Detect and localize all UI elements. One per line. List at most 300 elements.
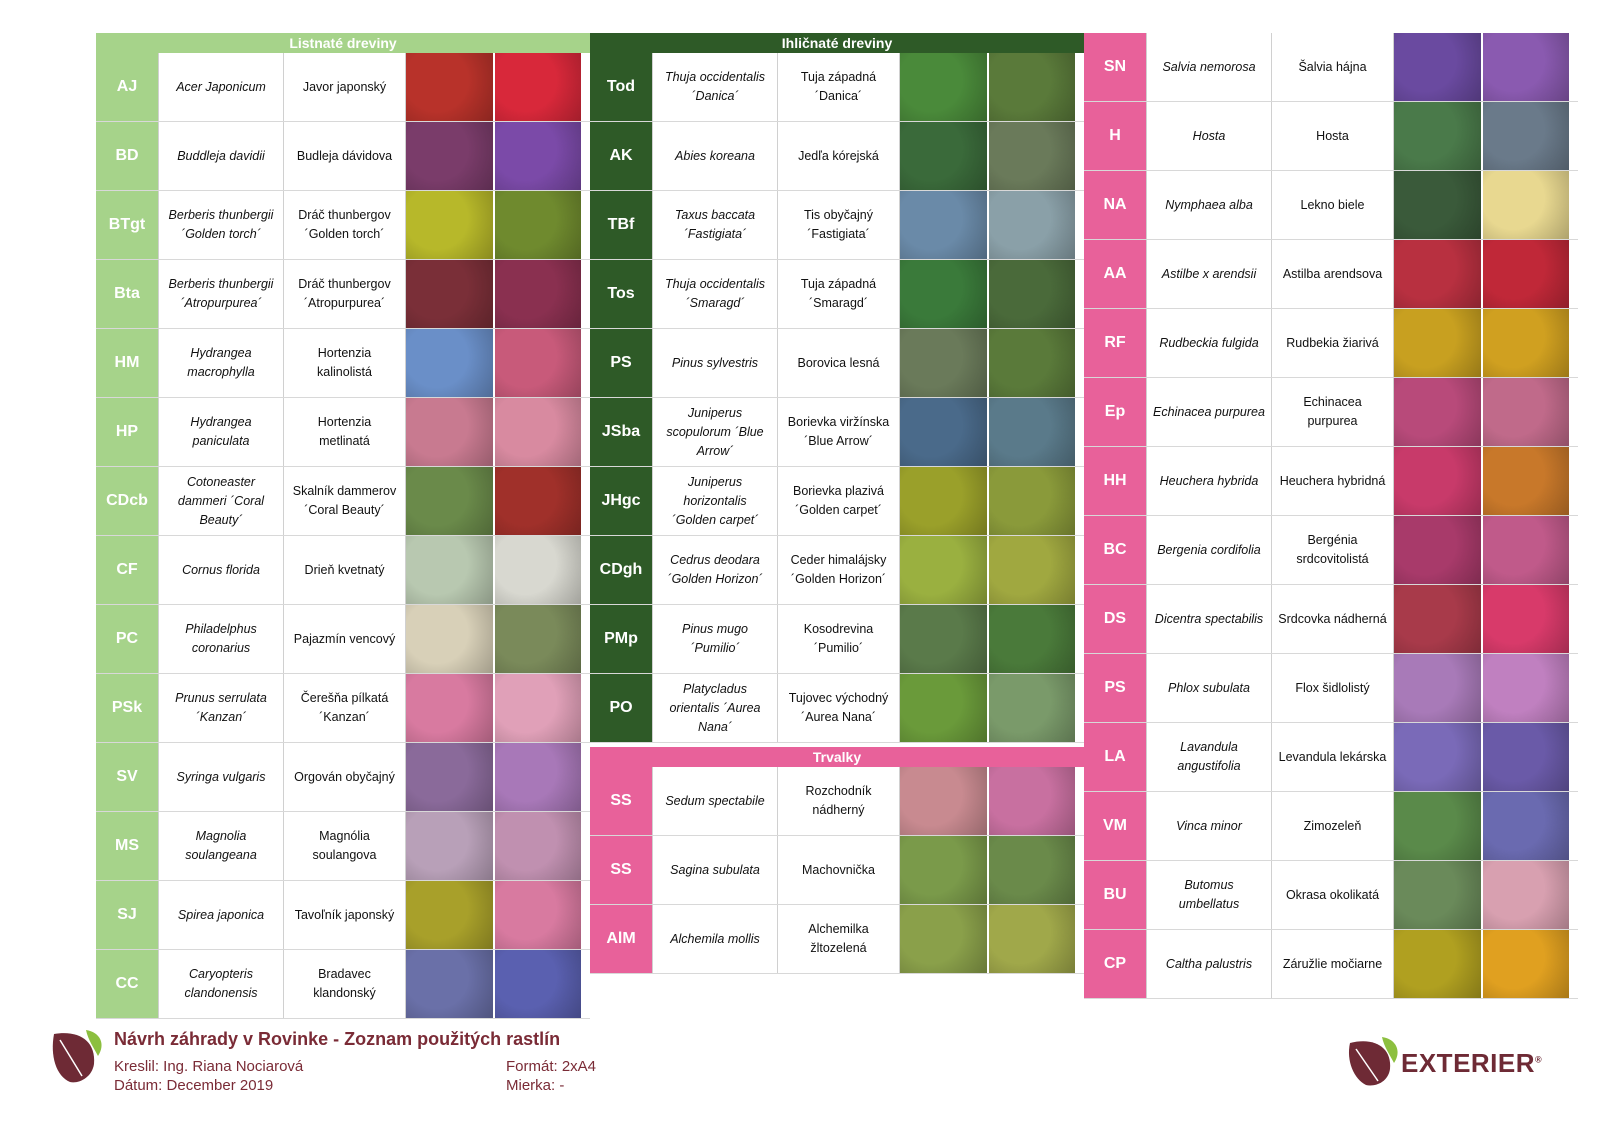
plant-photos — [1393, 654, 1569, 722]
latin-name: Buddleja davidii — [158, 122, 283, 190]
plant-photo — [1483, 240, 1570, 308]
plant-photos — [405, 812, 581, 880]
plant-photo — [900, 260, 989, 328]
plant-photo — [406, 812, 495, 880]
plant-photo — [900, 329, 989, 397]
plant-photo — [406, 605, 495, 673]
plant-row — [590, 260, 1084, 329]
latin-name: Juniperus horizontalis ´Golden carpet´ — [652, 467, 777, 535]
plant-row — [96, 260, 590, 329]
slovak-name: Borievka plazivá ´Golden carpet´ — [777, 467, 899, 535]
plant-code: SN — [1084, 33, 1146, 101]
slovak-name: Rozchodník nádherný — [777, 767, 899, 835]
latin-name: Phlox subulata — [1146, 654, 1271, 722]
plant-photo — [900, 53, 989, 121]
plant-code: PS — [1084, 654, 1146, 722]
brand-name — [1401, 1048, 1542, 1079]
perennials-right-rows — [1084, 33, 1578, 999]
latin-name: Acer Japonicum — [158, 53, 283, 121]
plant-code: HH — [1084, 447, 1146, 515]
slovak-name: Tis obyčajný ´Fastigiata´ — [777, 191, 899, 259]
plant-photo — [989, 122, 1076, 190]
plant-photos — [1393, 723, 1569, 791]
plant-photo — [900, 467, 989, 535]
slovak-name: Drieň kvetnatý — [283, 536, 405, 604]
slovak-name: Hortenzia kalinolistá — [283, 329, 405, 397]
slovak-name: Okrasa okolikatá — [1271, 861, 1393, 929]
plant-code: PS — [590, 329, 652, 397]
latin-name: Nymphaea alba — [1146, 171, 1271, 239]
plant-photo — [495, 53, 582, 121]
slovak-name: Machovnička — [777, 836, 899, 904]
leaf-logo-icon — [48, 1026, 106, 1088]
plant-row — [1084, 171, 1578, 240]
plant-code: HM — [96, 329, 158, 397]
plant-photo — [495, 467, 582, 535]
plant-row — [590, 122, 1084, 191]
plant-code: JSba — [590, 398, 652, 466]
plant-row — [590, 467, 1084, 536]
plant-photos — [899, 467, 1075, 535]
plant-photo — [900, 767, 989, 835]
plant-photos — [899, 674, 1075, 742]
plant-photo — [1483, 102, 1570, 170]
plant-photo — [1394, 240, 1483, 308]
slovak-name: Budleja dávidova — [283, 122, 405, 190]
plant-photo — [900, 905, 989, 973]
plant-photo — [406, 881, 495, 949]
plant-code: NA — [1084, 171, 1146, 239]
plant-code: AA — [1084, 240, 1146, 308]
latin-name: Taxus baccata ´Fastigiata´ — [652, 191, 777, 259]
plant-photo — [989, 605, 1076, 673]
slovak-name: Javor japonský — [283, 53, 405, 121]
footer-title: Návrh záhrady v Rovinke - Zoznam použitých rastlín — [114, 1029, 561, 1049]
plant-row — [96, 467, 590, 536]
plant-row — [1084, 861, 1578, 930]
plant-photos — [405, 122, 581, 190]
plant-photos — [899, 122, 1075, 190]
plant-code: PO — [590, 674, 652, 742]
plant-code: BC — [1084, 516, 1146, 584]
slovak-name: Borovica lesná — [777, 329, 899, 397]
plant-photo — [1483, 171, 1570, 239]
plant-photos — [405, 467, 581, 535]
plant-photo — [989, 53, 1076, 121]
plant-photo — [495, 536, 582, 604]
plant-photo — [1394, 171, 1483, 239]
scale: Mierka: - — [506, 1077, 565, 1094]
plant-photo — [1483, 447, 1570, 515]
latin-name: Juniperus scopulorum ´Blue Arrow´ — [652, 398, 777, 466]
plant-row — [96, 329, 590, 398]
plant-photos — [1393, 102, 1569, 170]
plant-code: CF — [96, 536, 158, 604]
slovak-name: Tuja západná ´Smaragd´ — [777, 260, 899, 328]
plant-photo — [900, 398, 989, 466]
slovak-name: Skalník dammerov ´Coral Beauty´ — [283, 467, 405, 535]
plant-row — [96, 536, 590, 605]
slovak-name: Flox šidlolistý — [1271, 654, 1393, 722]
plant-photo — [495, 329, 582, 397]
perennials-mid-rows — [590, 767, 1084, 974]
plant-row — [96, 398, 590, 467]
plant-photo — [1394, 723, 1483, 791]
slovak-name: Hortenzia metlinatá — [283, 398, 405, 466]
plant-photos — [899, 836, 1075, 904]
plant-photo — [1394, 378, 1483, 446]
perennials-right-section — [1084, 33, 1578, 999]
plant-photos — [899, 260, 1075, 328]
latin-name: Philadelphus coronarius — [158, 605, 283, 673]
plant-photo — [406, 536, 495, 604]
plant-code: BU — [1084, 861, 1146, 929]
latin-name: Berberis thunbergii ´Atropurpurea´ — [158, 260, 283, 328]
plant-photo — [406, 467, 495, 535]
plant-photo — [495, 950, 582, 1018]
latin-name: Dicentra spectabilis — [1146, 585, 1271, 653]
plant-code: AK — [590, 122, 652, 190]
plant-row — [96, 122, 590, 191]
plant-photos — [405, 329, 581, 397]
latin-name: Lavandula angustifolia — [1146, 723, 1271, 791]
slovak-name: Zimozeleň — [1271, 792, 1393, 860]
plant-photo — [406, 122, 495, 190]
plant-row — [590, 674, 1084, 743]
plant-row — [590, 191, 1084, 260]
plant-row — [1084, 585, 1578, 654]
plant-code: BTgt — [96, 191, 158, 259]
plant-photo — [1394, 102, 1483, 170]
plant-photo — [1394, 930, 1483, 998]
plant-row — [96, 881, 590, 950]
slovak-name: Bergénia srdcovitolistá — [1271, 516, 1393, 584]
plant-photo — [1394, 447, 1483, 515]
plant-photos — [899, 329, 1075, 397]
conifers-title: Ihličnaté dreviny — [590, 33, 1084, 53]
plant-row — [590, 329, 1084, 398]
latin-name: Heuchera hybrida — [1146, 447, 1271, 515]
plant-code: SS — [590, 836, 652, 904]
plant-code: CDgh — [590, 536, 652, 604]
plant-row — [590, 605, 1084, 674]
perennials-title: Trvalky — [590, 747, 1084, 767]
plant-photos — [899, 767, 1075, 835]
plant-photo — [1483, 33, 1570, 101]
slovak-name: Pajazmín vencový — [283, 605, 405, 673]
plant-row — [96, 605, 590, 674]
plant-code: MS — [96, 812, 158, 880]
plant-photo — [989, 191, 1076, 259]
plant-row — [96, 53, 590, 122]
plant-photos — [1393, 861, 1569, 929]
plant-row — [1084, 102, 1578, 171]
slovak-name: Levandula lekárska — [1271, 723, 1393, 791]
plant-code: SJ — [96, 881, 158, 949]
brand-registered-mark: ® — [1535, 1054, 1543, 1065]
latin-name: Cornus florida — [158, 536, 283, 604]
plant-row — [1084, 240, 1578, 309]
plant-photo — [495, 260, 582, 328]
plant-photo — [1483, 723, 1570, 791]
plant-code: BD — [96, 122, 158, 190]
plant-code: TBf — [590, 191, 652, 259]
slovak-name: Tuja západná ´Danica´ — [777, 53, 899, 121]
plant-row — [590, 53, 1084, 122]
latin-name: Spirea japonica — [158, 881, 283, 949]
plant-row — [1084, 792, 1578, 861]
plant-photos — [405, 881, 581, 949]
plant-photo — [989, 260, 1076, 328]
plant-code: RF — [1084, 309, 1146, 377]
plant-row — [1084, 447, 1578, 516]
plant-photos — [1393, 585, 1569, 653]
slovak-name: Čerešňa pílkatá ´Kanzan´ — [283, 674, 405, 742]
slovak-name: Astilba arendsova — [1271, 240, 1393, 308]
plant-row — [96, 812, 590, 881]
plant-photo — [900, 836, 989, 904]
plant-photo — [1483, 378, 1570, 446]
plant-photo — [1483, 861, 1570, 929]
plant-photos — [899, 605, 1075, 673]
latin-name: Abies koreana — [652, 122, 777, 190]
latin-name: Alchemila mollis — [652, 905, 777, 973]
plant-photo — [406, 743, 495, 811]
conifers-rows — [590, 53, 1084, 743]
plant-row — [1084, 309, 1578, 378]
slovak-name: Alchemilka žltozelená — [777, 905, 899, 973]
plant-photo — [1394, 792, 1483, 860]
plant-photos — [405, 398, 581, 466]
perennials-mid-section — [590, 747, 1084, 974]
plant-code: CDcb — [96, 467, 158, 535]
plant-photo — [495, 122, 582, 190]
slovak-name: Jedľa kórejská — [777, 122, 899, 190]
plant-code: Ep — [1084, 378, 1146, 446]
plant-photo — [495, 191, 582, 259]
plant-photos — [1393, 33, 1569, 101]
plant-row — [590, 836, 1084, 905]
plant-row — [96, 743, 590, 812]
plant-photo — [495, 674, 582, 742]
plant-code: LA — [1084, 723, 1146, 791]
plant-photo — [495, 605, 582, 673]
plant-code: PC — [96, 605, 158, 673]
latin-name: Bergenia cordifolia — [1146, 516, 1271, 584]
brand-text: EXTERIER — [1401, 1048, 1536, 1078]
latin-name: Caryopteris clandonensis — [158, 950, 283, 1018]
plant-photo — [1394, 861, 1483, 929]
plant-photo — [989, 836, 1076, 904]
plant-code: H — [1084, 102, 1146, 170]
plant-photos — [1393, 516, 1569, 584]
slovak-name: Hosta — [1271, 102, 1393, 170]
plant-photo — [495, 743, 582, 811]
plant-row — [1084, 33, 1578, 102]
date: Dátum: December 2019 — [114, 1077, 274, 1094]
plant-photo — [900, 122, 989, 190]
plant-photo — [900, 605, 989, 673]
plant-photo — [1483, 309, 1570, 377]
plant-photo — [1483, 516, 1570, 584]
plant-photo — [989, 674, 1076, 742]
plant-photos — [899, 53, 1075, 121]
latin-name: Cotoneaster dammeri ´Coral Beauty´ — [158, 467, 283, 535]
plant-photos — [899, 905, 1075, 973]
plant-photos — [1393, 309, 1569, 377]
plant-photos — [1393, 240, 1569, 308]
plant-photos — [899, 191, 1075, 259]
plant-code: PSk — [96, 674, 158, 742]
latin-name: Pinus mugo ´Pumilio´ — [652, 605, 777, 673]
latin-name: Magnolia soulangeana — [158, 812, 283, 880]
plant-code: VM — [1084, 792, 1146, 860]
plant-photo — [989, 467, 1076, 535]
plant-code: CP — [1084, 930, 1146, 998]
slovak-name: Záružlie močiarne — [1271, 930, 1393, 998]
plant-photo — [406, 191, 495, 259]
latin-name: Platycladus orientalis ´Aurea Nana´ — [652, 674, 777, 742]
plant-photos — [899, 536, 1075, 604]
plant-photo — [900, 536, 989, 604]
deciduous-rows — [96, 53, 590, 1019]
plant-photos — [405, 53, 581, 121]
plant-photos — [899, 398, 1075, 466]
plant-photo — [1483, 654, 1570, 722]
plant-photo — [1394, 309, 1483, 377]
latin-name: Thuja occidentalis ´Danica´ — [652, 53, 777, 121]
latin-name: Syringa vulgaris — [158, 743, 283, 811]
slovak-name: Bradavec klandonský — [283, 950, 405, 1018]
slovak-name: Borievka viržínska ´Blue Arrow´ — [777, 398, 899, 466]
latin-name: Rudbeckia fulgida — [1146, 309, 1271, 377]
plant-photo — [989, 905, 1076, 973]
latin-name: Thuja occidentalis ´Smaragd´ — [652, 260, 777, 328]
slovak-name: Srdcovka nádherná — [1271, 585, 1393, 653]
plant-photos — [1393, 447, 1569, 515]
latin-name: Hydrangea macrophylla — [158, 329, 283, 397]
plant-code: PMp — [590, 605, 652, 673]
plant-photo — [495, 398, 582, 466]
plant-row — [590, 905, 1084, 974]
latin-name: Salvia nemorosa — [1146, 33, 1271, 101]
plant-photos — [405, 260, 581, 328]
plant-photo — [1394, 33, 1483, 101]
latin-name: Cedrus deodara ´Golden Horizon´ — [652, 536, 777, 604]
latin-name: Berberis thunbergii ´Golden torch´ — [158, 191, 283, 259]
slovak-name: Dráč thunbergov ´Golden torch´ — [283, 191, 405, 259]
plant-code: DS — [1084, 585, 1146, 653]
plant-photo — [1394, 654, 1483, 722]
plant-photo — [406, 260, 495, 328]
latin-name: Hosta — [1146, 102, 1271, 170]
plant-photos — [1393, 792, 1569, 860]
plant-row — [590, 536, 1084, 605]
plant-row — [590, 398, 1084, 467]
latin-name: Sagina subulata — [652, 836, 777, 904]
plant-code: JHgc — [590, 467, 652, 535]
plant-photos — [405, 674, 581, 742]
slovak-name: Orgován obyčajný — [283, 743, 405, 811]
slovak-name: Echinacea purpurea — [1271, 378, 1393, 446]
plant-photo — [989, 767, 1076, 835]
latin-name: Pinus sylvestris — [652, 329, 777, 397]
plant-photo — [406, 329, 495, 397]
plant-code: Tos — [590, 260, 652, 328]
format: Formát: 2xA4 — [506, 1058, 597, 1075]
plant-photos — [1393, 930, 1569, 998]
plant-photo — [495, 812, 582, 880]
plant-row — [1084, 930, 1578, 999]
plant-photos — [1393, 171, 1569, 239]
plant-photos — [1393, 378, 1569, 446]
plant-row — [590, 767, 1084, 836]
plant-row — [1084, 378, 1578, 447]
plant-photo — [900, 191, 989, 259]
plant-photo — [406, 53, 495, 121]
plant-photo — [495, 881, 582, 949]
plant-photo — [406, 398, 495, 466]
plant-code: Tod — [590, 53, 652, 121]
plant-photo — [406, 950, 495, 1018]
slovak-name: Tavoľník japonský — [283, 881, 405, 949]
slovak-name: Dráč thunbergov ´Atropurpurea´ — [283, 260, 405, 328]
slovak-name: Ceder himalájsky ´Golden Horizon´ — [777, 536, 899, 604]
latin-name: Caltha palustris — [1146, 930, 1271, 998]
plant-row — [96, 674, 590, 743]
latin-name: Hydrangea paniculata — [158, 398, 283, 466]
slovak-name: Kosodrevina ´Pumilio´ — [777, 605, 899, 673]
plant-photo — [1394, 585, 1483, 653]
plant-photos — [405, 743, 581, 811]
plant-photo — [900, 674, 989, 742]
latin-name: Vinca minor — [1146, 792, 1271, 860]
plant-photo — [1394, 516, 1483, 584]
latin-name: Sedum spectabile — [652, 767, 777, 835]
slovak-name: Tujovec východný ´Aurea Nana´ — [777, 674, 899, 742]
latin-name: Echinacea purpurea — [1146, 378, 1271, 446]
latin-name: Butomus umbellatus — [1146, 861, 1271, 929]
plant-photo — [989, 329, 1076, 397]
drawn-by: Kreslil: Ing. Riana Nociarová — [114, 1058, 304, 1075]
conifers-section — [590, 33, 1084, 743]
plant-photo — [1483, 930, 1570, 998]
brand-leaf-icon — [1346, 1033, 1402, 1089]
plant-photos — [405, 605, 581, 673]
plant-row — [1084, 723, 1578, 792]
plant-row — [96, 950, 590, 1019]
plant-photo — [406, 674, 495, 742]
plant-photos — [405, 191, 581, 259]
plant-photo — [1483, 792, 1570, 860]
slovak-name: Šalvia hájna — [1271, 33, 1393, 101]
slovak-name: Lekno biele — [1271, 171, 1393, 239]
plant-photos — [405, 950, 581, 1018]
latin-name: Prunus serrulata ´Kanzan´ — [158, 674, 283, 742]
plant-code: CC — [96, 950, 158, 1018]
plant-row — [96, 191, 590, 260]
plant-row — [1084, 654, 1578, 723]
plant-code: SV — [96, 743, 158, 811]
plant-code: AJ — [96, 53, 158, 121]
latin-name: Astilbe x arendsii — [1146, 240, 1271, 308]
plant-photo — [989, 536, 1076, 604]
plant-row — [1084, 516, 1578, 585]
plant-code: Bta — [96, 260, 158, 328]
slovak-name: Magnólia soulangova — [283, 812, 405, 880]
plant-code: HP — [96, 398, 158, 466]
deciduous-title: Listnaté dreviny — [96, 33, 590, 53]
